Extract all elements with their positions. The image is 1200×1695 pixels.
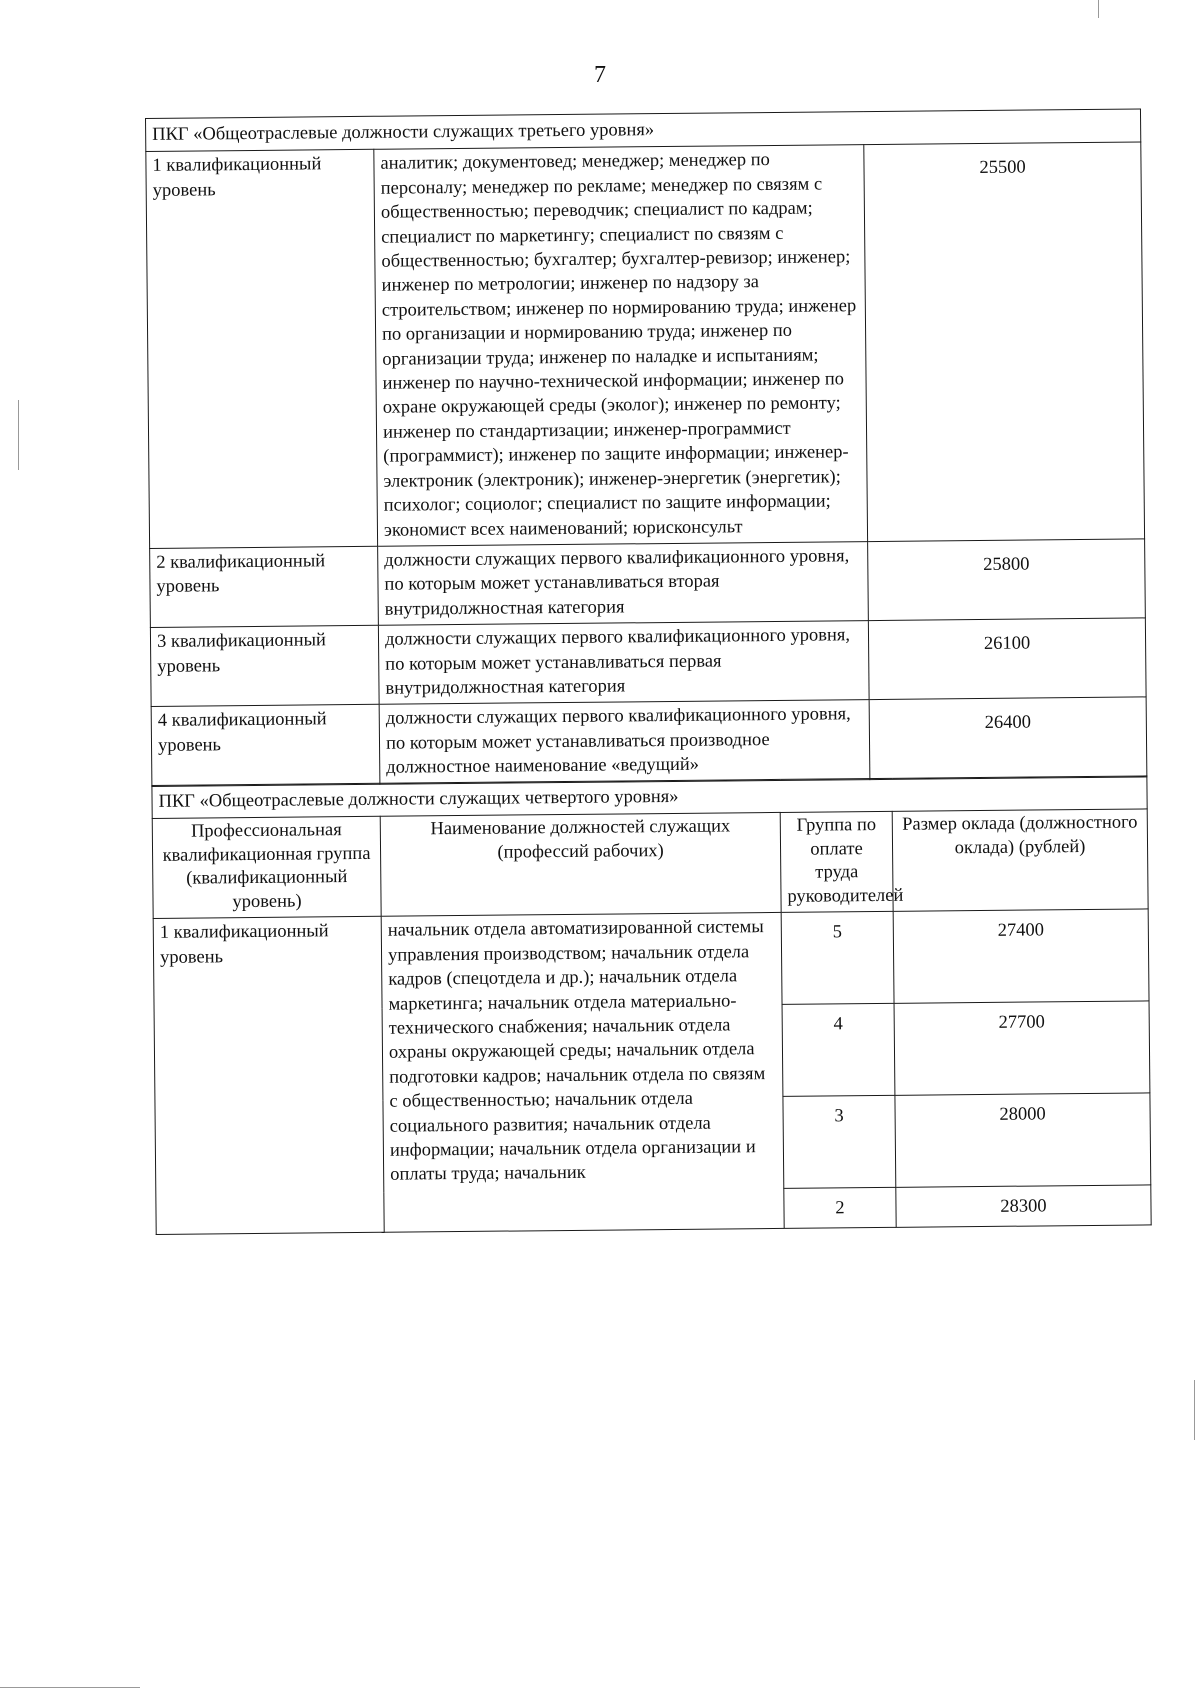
pay-group-value: 5 (781, 912, 894, 1005)
pay-group-value: 2 (784, 1188, 896, 1229)
salary-value: 26400 (869, 697, 1147, 779)
document-body (145, 108, 1151, 1235)
scan-artifact (1098, 0, 1099, 18)
third-level-table (145, 108, 1147, 786)
positions-list: аналитик; документовед; менеджер; менеджер по персоналу; менеджер по рекламе; менеджер по связям с общественностью; переводчик; специалист по кадрам; специалист по маркетингу; специалист по связям с общественностью; бухгалтер; бухгалтер-ревизор; инженер; инженер по метрологии; инженер по надзору за строительством; инженер по нормированию труда; инженер по организации и нормированию труда; инженер по организации труда; инженер по наладке и испытаниям; инженер по научно-технической информации; инженер по охране окружающей среды (эколог); инженер по ремонту; инженер по стандартизации; инженер-программист (программист); инженер по защите информации; инженер-электроник (электроник); инженер-энергетик (энергетик); психолог; социолог; специалист по защите информации; экономист всех наименований; юрисконсульт (374, 145, 868, 546)
positions-list: должности служащих первого квалификационного уровня, по которым может устанавливаться производное должностное наименование «ведущий» (379, 700, 870, 784)
qualification-level: 4 квалификационный уровень (151, 705, 380, 786)
table-row (153, 909, 1149, 1011)
positions-list: должности служащих первого квалификационного уровня, по которым может устанавливаться вторая внутридолжностная категория (378, 541, 869, 625)
qualification-level: 3 квалификационный уровень (150, 625, 379, 706)
salary-value: 27400 (893, 909, 1149, 1003)
scan-artifact (18, 400, 19, 470)
qualification-level: 1 квалификационный уровень (153, 917, 384, 1235)
section-title: ПКГ «Общеотраслевые должности служащих четвертого уровня» (152, 776, 1147, 819)
qualification-level: 2 квалификационный уровень (150, 546, 379, 627)
salary-value: 28000 (895, 1093, 1151, 1187)
page-number: 7 (594, 62, 606, 88)
salary-value: 25800 (868, 539, 1146, 621)
positions-list: начальник отдела автоматизированной системы управления производством; начальник отдела кадров (спецотдела и др.); начальник отдела маркетинга; начальник отдела материально-технического снабжения; начальник отдела охраны окружающей среды; начальник отдела подготовки кадров; начальник отдела по связям с общественностью; начальник отдела социального развития; начальник отдела информации; начальник отдела организации и оплаты труда; начальник (381, 913, 784, 1233)
pay-group-value: 3 (783, 1096, 896, 1189)
section-title: ПКГ «Общеотраслевые должности служащих третьего уровня» (146, 109, 1141, 152)
fourth-level-table (151, 775, 1151, 1235)
scan-artifact (0, 1687, 140, 1688)
salary-value: 25500 (864, 142, 1145, 541)
positions-list: должности служащих первого квалификационного уровня, по которым может устанавливаться первая внутридолжностная категория (378, 621, 869, 705)
salary-value: 26100 (868, 618, 1146, 700)
header-row (152, 809, 1148, 919)
column-header-pay-group: Группа по оплате труда руководителей (780, 812, 893, 913)
table-row (150, 618, 1146, 707)
qualification-level: 1 квалификационный уровень (146, 150, 378, 549)
column-header-salary: Размер оклада (должностного оклада) (рублей) (892, 809, 1148, 911)
column-header-group: Профессиональная квалификационная группа (квалификационный уровень) (152, 817, 381, 919)
table-row (151, 697, 1147, 786)
pay-group-value: 4 (782, 1004, 895, 1097)
table-row (150, 539, 1146, 628)
salary-value: 27700 (894, 1001, 1150, 1095)
table-row (146, 142, 1145, 548)
column-header-name: Наименование должностей служащих (профессий рабочих) (380, 813, 781, 917)
salary-value: 28300 (896, 1185, 1151, 1227)
scan-artifact (1194, 1380, 1195, 1440)
